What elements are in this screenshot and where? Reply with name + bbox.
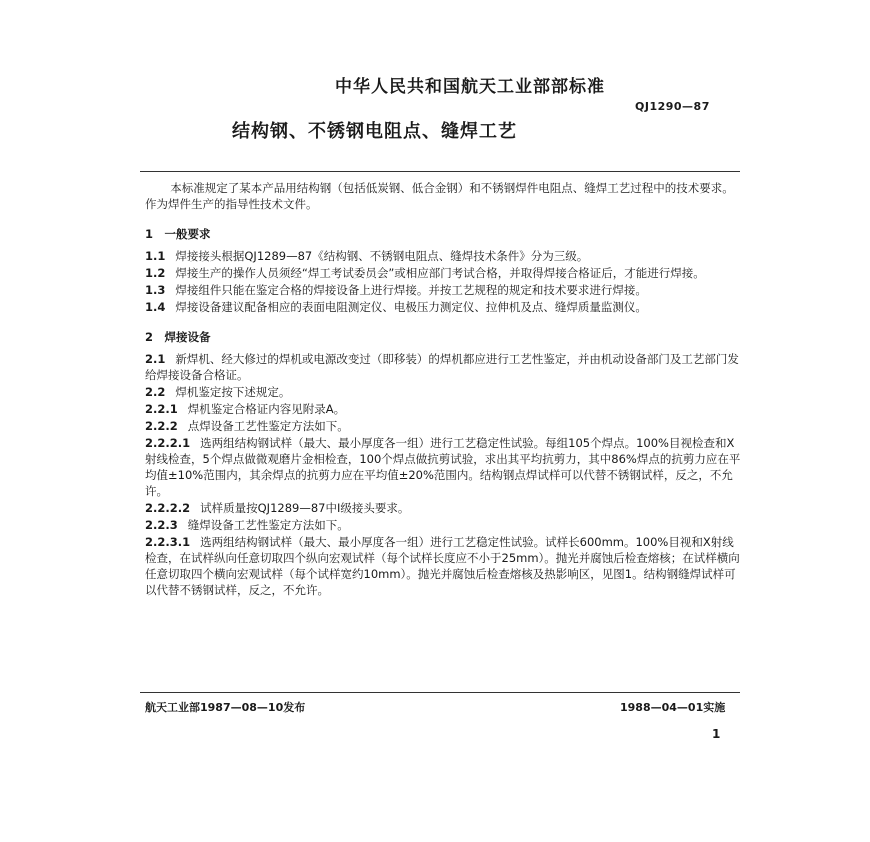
clause <box>145 282 745 298</box>
bottom-rule <box>140 692 740 693</box>
clause-text: 试样质量按QJ1289—87中Ⅰ级接头要求。 <box>200 501 410 515</box>
issuer-heading: 中华人民共和国航天工业部部标准 <box>335 77 605 97</box>
clause-text: 焊机鉴定按下述规定。 <box>175 385 291 399</box>
clause <box>145 401 745 417</box>
effective-date: 1988—04—01实施 <box>620 701 726 714</box>
clause-text: 焊接设备建议配备相应的表面电阻测定仪、电极压力测定仪、拉伸机及点、缝焊质量监测仪。 <box>175 300 647 314</box>
clause-text: 缝焊设备工艺性鉴定方法如下。 <box>187 518 349 532</box>
clause-number: 2.1 <box>145 352 166 366</box>
clause-number: 2.2.2.2 <box>145 501 191 515</box>
document-body <box>145 180 745 599</box>
clause <box>145 299 745 315</box>
clause-number: 1.2 <box>145 266 166 280</box>
clause-text: 焊接生产的操作人员须经“焊工考试委员会”或相应部门考试合格，并取得焊接合格证后，才能进行焊接。 <box>175 266 705 280</box>
clause <box>145 418 745 434</box>
clause-text: 选两组结构钢试样（最大、最小厚度各一组）进行工艺稳定性试验。每组105个焊点。100%目视检查和X射线检查，5个焊点做微观磨片金相检查，100个焊点做抗剪试验，求出其平均抗剪力，其中86%焊点的抗剪力应在平均值±10%范围内，其余焊点的抗剪力应在平均值±20%范围内。结构钢点焊试样可以代替不锈钢试样，反之，不允许。 <box>145 436 741 498</box>
clause <box>145 248 745 264</box>
clause-number: 1.1 <box>145 249 166 263</box>
clause-text: 选两组结构钢试样（最大、最小厚度各一组）进行工艺稳定性试验。试样长600mm。100%目视和X射线检查，在试样纵向任意切取四个纵向宏观试样（每个试样长度应不小于25mm）。抛光并腐蚀后检查熔核；在试样横向任意切取四个横向宏观试样（每个试样宽约10mm）。抛光并腐蚀后检查熔核及热影响区，见图1。结构钢缝焊试样可以代替不锈钢试样，反之，不允许。 <box>145 535 740 597</box>
clause-number: 2.2.3 <box>145 518 178 532</box>
clause-number: 1.4 <box>145 300 166 314</box>
clause-number: 2.2.2 <box>145 419 178 433</box>
clause <box>145 384 745 400</box>
clause-number: 2.2.3.1 <box>145 535 191 549</box>
clause-text: 新焊机、经大修过的焊机或电源改变过（即移装）的焊机都应进行工艺性鉴定，并由机动设备部门及工艺部门发给焊接设备合格证。 <box>145 352 739 382</box>
clause <box>145 265 745 281</box>
clause-text: 焊接接头根据QJ1289—87《结构钢、不锈钢电阻点、缝焊技术条件》分为三级。 <box>175 249 589 263</box>
clause-number: 2.2 <box>145 385 166 399</box>
clause-text: 点焊设备工艺性鉴定方法如下。 <box>187 419 349 433</box>
clause <box>145 517 745 533</box>
clause <box>145 435 745 499</box>
top-rule <box>140 171 740 172</box>
issue-date: 航天工业部1987—08—10发布 <box>145 701 306 714</box>
intro-paragraph: 本标准规定了某本产品用结构钢（包括低炭钢、低合金钢）和不锈钢焊件电阻点、缝焊工艺过程中的技术要求。作为焊件生产的指导性技术文件。 <box>145 181 734 211</box>
clause-number: 2.2.2.1 <box>145 436 191 450</box>
clause <box>145 351 745 383</box>
clause-number: 2.2.1 <box>145 402 178 416</box>
clause <box>145 500 745 516</box>
clause-text: 焊机鉴定合格证内容见附录A。 <box>187 402 346 416</box>
section-heading: 2 焊接设备 <box>145 330 211 344</box>
clause-number: 1.3 <box>145 283 166 297</box>
clause <box>145 534 745 598</box>
document-title: 结构钢、不锈钢电阻点、缝焊工艺 <box>232 121 517 142</box>
section-heading: 1 一般要求 <box>145 227 211 241</box>
standard-code: QJ1290—87 <box>635 100 710 113</box>
page-number: 1 <box>712 727 721 741</box>
section-gap <box>145 316 745 329</box>
clause-text: 焊接组件只能在鉴定合格的焊接设备上进行焊接。并按工艺规程的规定和技术要求进行焊接。 <box>175 283 647 297</box>
